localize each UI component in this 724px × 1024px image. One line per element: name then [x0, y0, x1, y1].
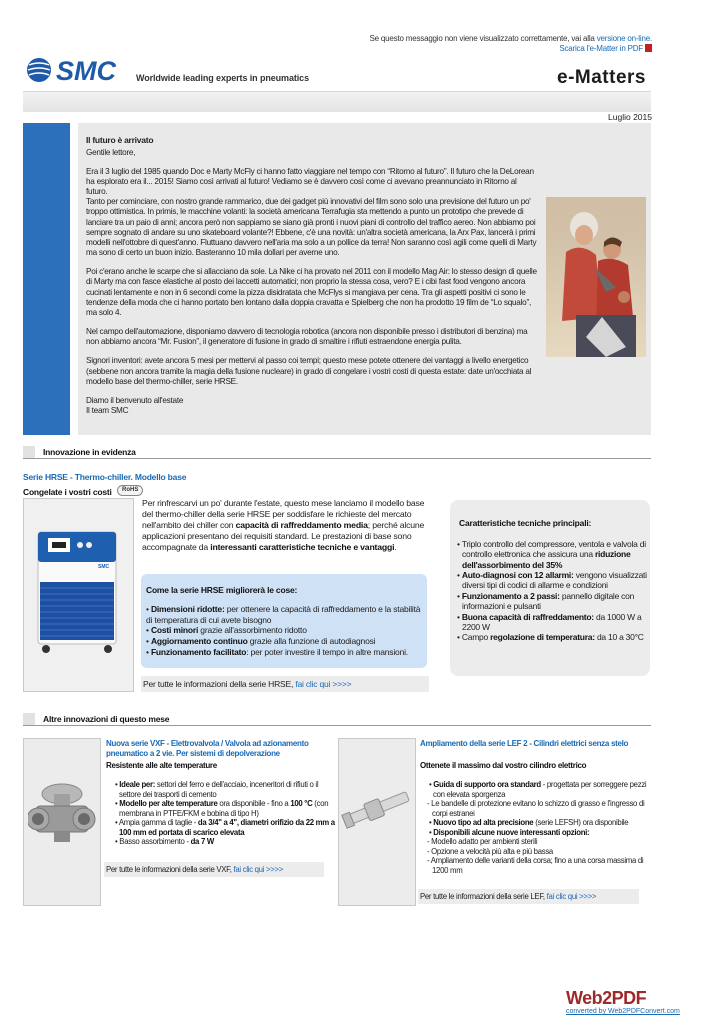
- benefit-bold: Aggiornamento continuo: [150, 635, 248, 646]
- vxf-bold: da 7 W: [190, 837, 214, 846]
- brand-title: e-Matters: [557, 67, 646, 88]
- lef-text: Modello adatto per ambienti sterili: [431, 837, 538, 846]
- benefit-item: • Costi minori grazie all'assorbimento ridotto: [146, 625, 307, 636]
- intro-paragraph-5: Signori inventori: avete ancora 5 mesi per mettervi al passo coi tempi; questo mese potete ottenere dei vantaggi a livello energetico (sebbene non ancora tramite la magia della fusione nucleare) in grado di congelare i vostri costi di questa estate: date un'occhiata al modello base del thermo-chiller, serie HRSE.: [86, 356, 532, 386]
- vxf-title[interactable]: Nuova serie VXF - Elettrovalvola / Valvola ad azionamento pneumatico a 2 vie. Per sistemi di depolverazione: [106, 739, 309, 758]
- benefit-bold: Dimensioni ridotte:: [150, 604, 225, 614]
- logo-text: SMC: [56, 56, 116, 84]
- lef-more-text: Per tutte le informazioni della serie LEF,: [420, 892, 547, 901]
- spec-item: • Auto-diagnosi con 12 allarmi: vengono visualizzati diversi tipi di codici di allarme e condizioni: [457, 570, 647, 591]
- smc-logo: [26, 56, 126, 84]
- lef-item: • Guida di supporto ora standard - progettata per sorreggere pezzi con elevata sporgenza: [429, 780, 647, 799]
- vxf-bold: da 3/4" a 4", diametri orifizio da 22 mm a 100 mm ed portata di scarico elevata: [119, 818, 335, 837]
- web2pdf-link[interactable]: converted by Web2PDFConvert.com: [566, 1008, 680, 1015]
- lef-item: - Modello adatto per ambienti sterili: [427, 837, 538, 846]
- benefit-text: per ottenere la capacità di raffreddamento e la stabilità di temperatura di cui avete bisogno: [146, 604, 421, 625]
- lef-bold: Nuovo tipo ad alta precisione: [433, 818, 534, 827]
- online-version-link[interactable]: versione on-line.: [596, 34, 652, 43]
- hrse-more-link[interactable]: fai clic qui >>>>: [295, 679, 352, 689]
- valve-image: [28, 776, 96, 848]
- vxf-more-info: [106, 865, 283, 875]
- lef-text: (serie LEFSH) ora disponibile: [533, 818, 629, 827]
- intro-divider: [70, 123, 78, 435]
- intro-title: Il futuro è arrivato: [86, 135, 154, 145]
- vxf-item: • Ideale per: settori del ferro e dell'acciaio, inceneritori di rifiuti o il settore dei trasporti di cemento: [115, 780, 319, 799]
- spec-bold: Auto-diagnosi con 12 allarmi:: [461, 570, 574, 581]
- intro-closing-1: Diamo il benvenuto all'estate: [86, 395, 184, 405]
- hrse-text-bold-2: interessanti caratteristiche tecniche e vantaggi: [210, 541, 395, 552]
- spec-bold: regolazione di temperatura:: [490, 632, 595, 643]
- vxf-features: [110, 780, 335, 847]
- intro-paragraph-1: Era il 3 luglio del 1985 quando Doc e Marty McFly ci hanno fatto viaggiare nel tempo con “Ritorno al futuro”. Il futuro che la DeLorean ha esplorato era il... 2015! Siamo così arrivati al futuro! Vediamo se è davvero così come ci avevano preannunciato in Ritorno al futuro.: [86, 166, 534, 197]
- header-bar: [23, 91, 651, 112]
- section-label: Innovazione in evidenza: [43, 447, 136, 457]
- benefit-bold: Funzionamento facilitato: [150, 646, 247, 657]
- header-notice: [370, 34, 653, 54]
- hrse-series-title[interactable]: Serie HRSE - Thermo-chiller. Modello base: [23, 472, 187, 482]
- notice-text: Se questo messaggio non viene visualizzato correttamente, vai alla: [369, 34, 595, 43]
- lef-bold: Guida di supporto ora standard: [433, 780, 541, 789]
- vxf-text: settori del ferro e dell'acciaio, inceneritori di rifiuti o il settore dei trasporti di cemento: [119, 780, 319, 799]
- svg-text:SMC: SMC: [98, 564, 110, 570]
- vxf-more-text: Per tutte le informazioni della serie VXF,: [106, 865, 234, 874]
- lef-more-link[interactable]: fai clic qui >>>>: [546, 892, 597, 901]
- rohs-badge: RoHS: [117, 485, 143, 496]
- issue-date: Luglio 2015: [608, 112, 652, 122]
- intro-paragraph-2: Tanto per cominciare, con nostro grande rammarico, due dei gadget più innovativi del film sono solo una previsione del futuro un po' troppo ottimistica. In primis, le macchine volanti: la società americana Terrafugia sta mettendo a punto un prototipo che prevede di lanciare tra un paio di anni; ancora però non sappiamo se siano già pronti i nuovi piani di controllo del traffico aereo. Non abbiamo poi sempre sognato di andare su uno skateboard volante?! Ebbene, c'è una novità: un'altra società americana, la Arx Pax, lancerà i primi modelli nell'ottobre di quest'anno. Fluttuano davvero nell'aria ma solo a un pollice da terra! Non saranno così agili come quelli di Marty ma sono di certo un buon inizio. Basteranno 10 mila dollari per averne uno.: [86, 197, 537, 258]
- spec-item: • Triplo controllo del compressore, ventola e valvola di controllo elettronica che assicura una riduzione dell'assorbimento del 35%: [457, 539, 646, 570]
- hrse-text-bold-1: capacità di raffreddamento media: [235, 519, 368, 530]
- benefit-text: grazie alla funzione di autodiagnosi: [247, 635, 376, 646]
- hrse-description: [142, 498, 427, 552]
- intro-paragraph-4: Nel campo dell'automazione, disponiamo davvero di tecnologia robotica (ancora non disponibile presso i distributori di benzina) ma non abbiamo ancora “Mr. Fusion”, il generatore di fusione in grado di smaltire i rifiuti estraendone energia pulita.: [86, 327, 528, 347]
- vxf-text: ora disponibile - fino a: [217, 799, 291, 808]
- vxf-bold: Modello per alte temperature: [119, 799, 218, 808]
- lef-bold: Disponibili alcune nuove interessanti opzioni:: [433, 827, 590, 837]
- vxf-more-link[interactable]: fai clic qui >>>>: [233, 865, 284, 874]
- lef-item: • Disponibili alcune nuove interessanti opzioni:: [429, 827, 590, 837]
- specs-title: Caratteristiche tecniche principali:: [459, 518, 592, 528]
- benefits-list: [146, 604, 426, 657]
- hrse-more-text: Per tutte le informazioni della serie HRSE,: [143, 679, 296, 689]
- web2pdf-logo: Web2PDF: [566, 988, 647, 1008]
- hrse-text-2: ; perché alcune applicazioni presentano dei requisiti standard. Le prestazioni di base sono accompagnate da: [142, 519, 425, 552]
- section-tab: [23, 713, 35, 725]
- pdf-icon: [645, 44, 652, 52]
- tagline: Worldwide leading experts in pneumatics: [136, 73, 309, 83]
- vxf-item: • Ampia gamma di taglie - da 3/4" a 4", diametri orifizio da 22 mm a 100 mm ed portata di scarico elevata: [115, 818, 335, 837]
- lef-item: - Le bandelle di protezione evitano lo schizzo di grasso e l'ingresso di corpi estranei: [427, 799, 645, 818]
- lef-text: Opzione a velocità più alta e più bassa: [431, 846, 553, 856]
- electric-cylinder-image: [340, 784, 412, 834]
- benefit-text: : per poter investire il tempo in altre mansioni.: [246, 646, 408, 657]
- benefit-item: • Funzionamento facilitato: per poter investire il tempo in altre mansioni.: [146, 646, 408, 657]
- lef-item: - Ampliamento delle varianti della corsa; fino a una corsa massima di 1200 mm: [427, 856, 644, 875]
- spec-item: • Buona capacità di raffreddamento: da 1000 W a 2200 W: [457, 611, 642, 632]
- lef-item: - Opzione a velocità più alta e più bassa: [427, 846, 553, 856]
- benefit-text: grazie all'assorbimento ridotto: [198, 625, 307, 636]
- benefit-item: • Dimensioni ridotte: per ottenere la capacità di raffreddamento e la stabilità di temperatura di cui avete bisogno: [146, 604, 421, 625]
- spec-text: Campo: [461, 632, 491, 643]
- hrse-text-1: Per rinfrescarvi un po' durante l'estate, questo mese lanciamo il modello base del thermo-chiller della serie HRSE per soddisfare le richieste del mercato nell'ambito dei chiller con: [142, 498, 425, 530]
- section-header-innovation: [23, 446, 651, 459]
- spec-text: da 1000 W a 2200 W: [462, 611, 642, 632]
- lef-text: - progettata per sorreggere pezzi con elevata sporgenza: [433, 780, 647, 799]
- intro-paragraph-3: Poi c'erano anche le scarpe che si allacciano da sole. La Nike ci ha provato nel 2011 con il modello Mag Air: lo stesso design di quelle di Marty ma con fasce elastiche al posto dei laccetti automatici; non proprio la stessa cosa, vero? E i cibi fast food vengono ancora cucinati lentamente e non in 6 secondi come la pizza disidratata che McFlys si mangiava per cena. Tra gli aspetti positivi ci sono le tendenze della moda che ci hanno portato ben lontano dalla doppia cravatta e Spielberg che non ha prodotto 19 film de “Lo squalo”, ma solo 4.: [86, 267, 537, 317]
- spec-item: • Campo regolazione di temperatura: da 10 a 30°C: [457, 632, 644, 643]
- lef-more-info: [420, 892, 596, 902]
- lef-subtitle: Ottenete il massimo dal vostro cilindro elettrico: [420, 761, 587, 770]
- vxf-text: Ampia gamma di taglie -: [118, 818, 198, 827]
- intro-article: [86, 135, 538, 416]
- lef-text: Le bandelle di protezione evitano lo schizzo di grasso e l'ingresso di corpi estranei: [431, 799, 645, 818]
- spec-text: pannello digitale con informazioni e pulsanti: [462, 590, 635, 612]
- vxf-text: (con membrana in PTFE/FKM e bobina di tipo H): [119, 799, 329, 818]
- lef-text: Ampliamento delle varianti della corsa; fino a una corsa massima di 1200 mm: [430, 856, 644, 875]
- section-header-other: [23, 713, 651, 726]
- intro-greeting: Gentile lettore,: [86, 147, 136, 157]
- benefit-bold: Costi minori: [150, 625, 199, 636]
- section-label: Altre innovazioni di questo mese: [43, 714, 170, 724]
- benefits-title: Come la serie HRSE migliorerà le cose:: [146, 585, 298, 595]
- lef-item: • Nuovo tipo ad alta precisione (serie LEFSH) ora disponibile: [429, 818, 629, 827]
- spec-item: • Funzionamento a 2 passi: pannello digitale con informazioni e pulsanti: [457, 590, 635, 612]
- spec-bold: riduzione dell'assorbimento del 35%: [462, 549, 631, 570]
- vxf-bold: 100 °C: [290, 799, 313, 808]
- benefit-item: • Aggiornamento continuo grazie alla funzione di autodiagnosi: [146, 635, 376, 646]
- hrse-more-info: [143, 679, 351, 689]
- section-tab: [23, 446, 35, 458]
- lef-title[interactable]: Ampliamento della serie LEF 2 - Cilindri elettrici senza stelo: [420, 739, 629, 748]
- spec-text: Triplo controllo del compressore, ventola e valvola di controllo elettronica che assicura una: [461, 539, 646, 560]
- intro-accent-bar: [23, 123, 70, 435]
- spec-text: vengono visualizzati diversi tipi di codici di allarme e condizioni: [462, 570, 647, 591]
- spec-bold: Buona capacità di raffreddamento:: [461, 611, 594, 622]
- thermo-chiller-image: [34, 528, 120, 656]
- vxf-item: • Modello per alte temperature ora disponibile - fino a 100 °C (con membrana in PTFE/FKM e bobina di tipo H): [115, 799, 329, 818]
- spec-bold: Funzionamento a 2 passi:: [461, 590, 560, 601]
- lef-features: [424, 780, 649, 875]
- vxf-bold: Ideale per:: [119, 780, 155, 789]
- vxf-item: • Basso assorbimento - da 7 W: [115, 837, 214, 846]
- movie-photo: [546, 197, 646, 357]
- vxf-subtitle: Resistente alle alte temperature: [106, 761, 217, 770]
- vxf-text: Basso assorbimento -: [119, 837, 191, 846]
- hrse-subtitle: Congelate i vostri costi: [23, 487, 112, 497]
- specs-list: [455, 539, 647, 643]
- pdf-download-link[interactable]: Scarica l'e-Matter in PDF: [559, 43, 643, 53]
- hrse-text-3: .: [394, 541, 397, 552]
- intro-closing-2: Il team SMC: [86, 406, 129, 416]
- spec-text: da 10 a 30°C: [594, 632, 644, 643]
